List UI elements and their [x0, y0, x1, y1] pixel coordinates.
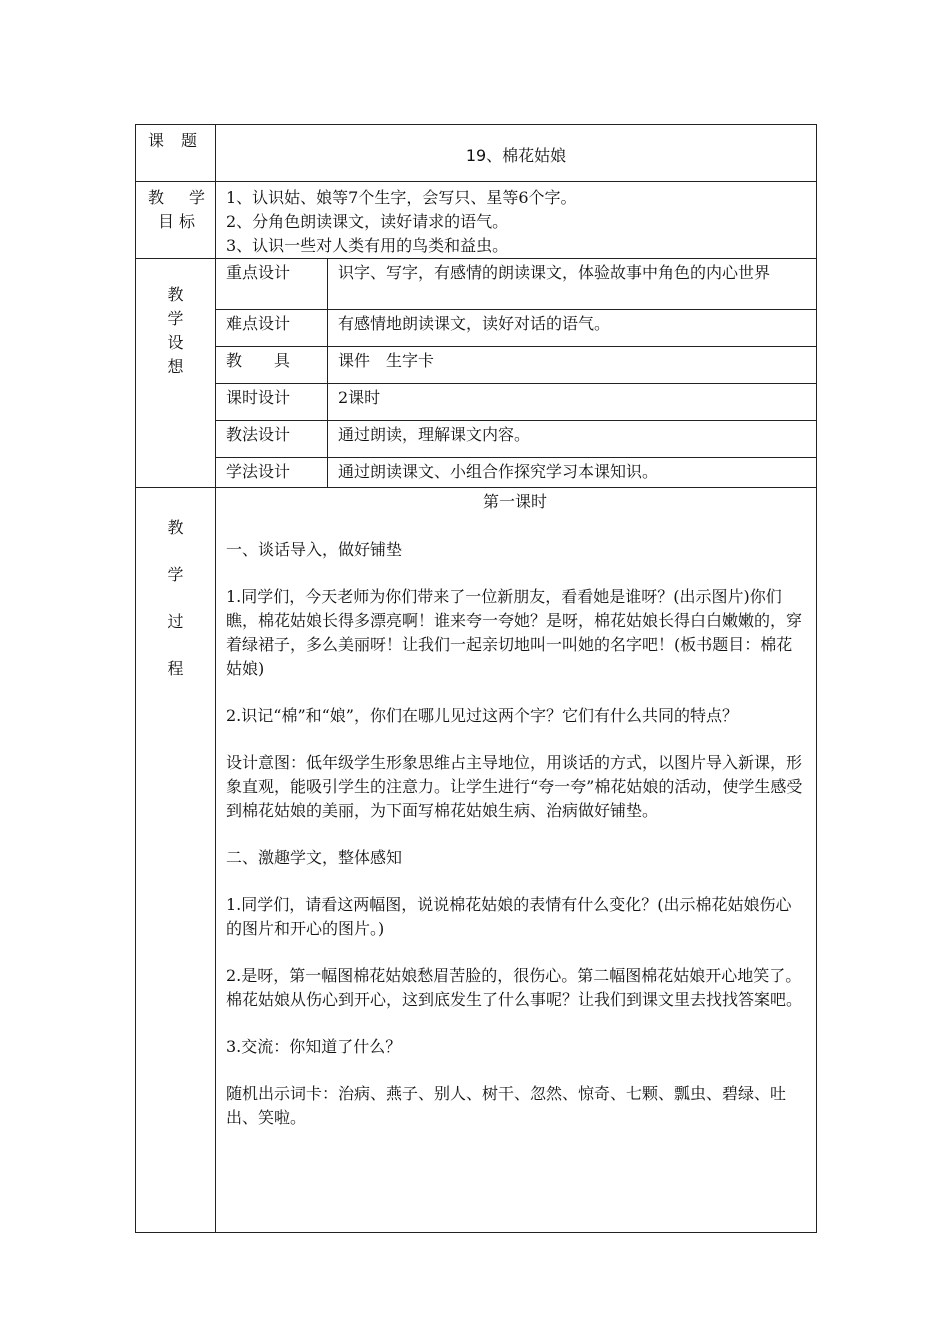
hours-design-label: 课时设计	[216, 384, 328, 421]
hours-design-value: 2课时	[328, 384, 817, 421]
section-heading: 一、谈话导入，做好铺垫	[226, 540, 403, 559]
goals-row	[136, 182, 817, 259]
lesson-plan-table	[135, 124, 817, 1233]
tools-value: 课件 生字卡	[328, 347, 817, 384]
learning-design-label: 学法设计	[216, 458, 328, 488]
design-row-tools	[136, 347, 817, 384]
method-design-label: 教法设计	[216, 421, 328, 458]
method-design-value: 通过朗读，理解课文内容。	[328, 421, 817, 458]
tools-label	[216, 347, 328, 384]
design-label-char: 教	[167, 285, 184, 304]
difficulty-design-value: 有感情地朗读课文，读好对话的语气。	[328, 310, 817, 347]
design-intent: 设计意图：低年级学生形象思维占主导地位，用谈话的方式，以图片导入新课，形象直观，能吸引学生的注意力。让学生进行“夸一夸”棉花姑娘的活动，使学生感受到棉花姑娘的美丽，为下面写棉花姑娘生病、治病做好铺垫。	[226, 753, 803, 820]
goals-label-char-2: 学	[188, 188, 205, 207]
design-label-char: 学	[167, 309, 184, 328]
goals-label	[136, 182, 216, 259]
process-label-char: 教	[167, 518, 184, 537]
design-label-char: 想	[167, 357, 184, 376]
key-design-label: 重点设计	[216, 259, 328, 310]
design-row-key	[136, 259, 817, 310]
design-row-difficulty	[136, 310, 817, 347]
key-design-value: 识字、写字，有感情的朗读课文，体验故事中角色的内心世界	[328, 259, 817, 310]
goals-list	[216, 182, 817, 259]
learning-design-value: 通过朗读课文、小组合作探究学习本课知识。	[328, 458, 817, 488]
design-row-hours	[136, 384, 817, 421]
lesson-title: 19、棉花姑娘	[216, 125, 817, 182]
paragraph: 随机出示词卡：治病、燕子、别人、树干、忽然、惊奇、七颗、瓢虫、碧绿、吐出、笑啦。	[226, 1084, 787, 1127]
process-label-char: 程	[167, 659, 184, 678]
process-label-char: 过	[167, 612, 184, 631]
goals-label-line2: 目 标	[157, 212, 196, 231]
title-row	[136, 125, 817, 182]
goal-item: 1、认识姑、娘等7个生字，会写只、星等6个字。	[226, 188, 577, 207]
section-heading: 二、激趣学文，整体感知	[226, 848, 403, 867]
design-label-char: 设	[167, 333, 184, 352]
design-row-method	[136, 421, 817, 458]
paragraph: 2.是呀，第一幅图棉花姑娘愁眉苦脸的，很伤心。第二幅图棉花姑娘开心地笑了。棉花姑娘从伤心到开心，这到底发生了什么事呢？让我们到课文里去找找答案吧。	[226, 966, 803, 1009]
process-label	[136, 488, 216, 1233]
goal-item: 2、分角色朗读课文，读好请求的语气。	[226, 212, 509, 231]
process-label-char: 学	[167, 565, 184, 584]
title-label: 课 题	[136, 125, 216, 182]
session-title: 第一课时	[482, 492, 547, 511]
paragraph: 3.交流：你知道了什么？	[226, 1037, 402, 1056]
process-content	[216, 488, 817, 1233]
paragraph: 1.同学们，请看这两幅图，说说棉花姑娘的表情有什么变化？(出示棉花姑娘伤心的图片和开心的图片。)	[226, 895, 792, 938]
paragraph: 1.同学们，今天老师为你们带来了一位新朋友，看看她是谁呀？(出示图片)你们瞧，棉花姑娘长得多漂亮啊！谁来夸一夸她？是呀，棉花姑娘长得白白嫩嫩的，穿着绿裙子，多么美丽呀！让我们一起亲切地叫一叫她的名字吧！(板书题目：棉花姑娘)	[226, 587, 803, 678]
design-label	[136, 259, 216, 488]
goals-label-char-1: 教	[148, 188, 165, 207]
paragraph: 2.识记“棉”和“娘”，你们在哪儿见过这两个字？它们有什么共同的特点？	[226, 706, 738, 725]
goal-item: 3、认识一些对人类有用的鸟类和益虫。	[226, 236, 509, 255]
tools-label-text: 教 具	[226, 351, 291, 370]
design-row-learning	[136, 458, 817, 488]
difficulty-design-label: 难点设计	[216, 310, 328, 347]
process-row	[136, 488, 817, 1233]
